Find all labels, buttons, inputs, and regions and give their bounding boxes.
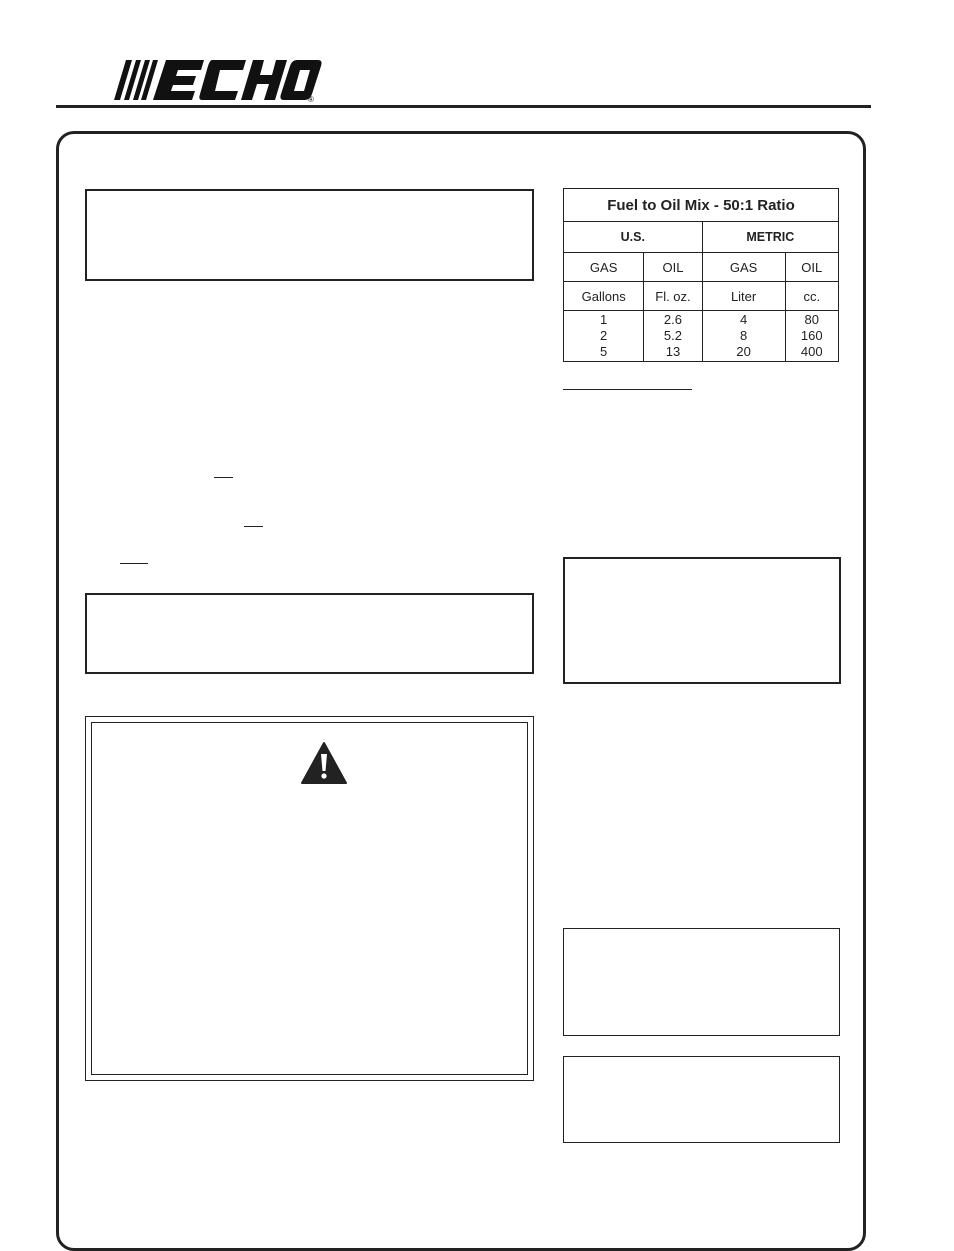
note-box-top bbox=[85, 189, 534, 281]
fuel-mix-table bbox=[563, 188, 839, 362]
table-cell: 5 bbox=[600, 344, 608, 360]
table-cell: 20 bbox=[736, 344, 751, 360]
note-box-right-2 bbox=[563, 928, 840, 1036]
unit-gallons: Gallons bbox=[564, 282, 644, 311]
table-cell: 160 bbox=[800, 328, 823, 344]
table-cell: 400 bbox=[800, 344, 823, 360]
values-metric-gas bbox=[702, 311, 785, 362]
values-us-oil bbox=[644, 311, 702, 362]
table-cell: 2 bbox=[600, 328, 608, 344]
table-cell: 13 bbox=[665, 344, 681, 360]
unit-cc: cc. bbox=[785, 282, 838, 311]
note-box-right-3 bbox=[563, 1056, 840, 1143]
table-cell: 2.6 bbox=[663, 312, 682, 328]
underline-3 bbox=[120, 563, 148, 564]
table-title: Fuel to Oil Mix - 50:1 Ratio bbox=[564, 189, 839, 222]
group-us: U.S. bbox=[564, 222, 703, 253]
underline-right bbox=[563, 389, 692, 390]
table-cell: 1 bbox=[600, 312, 608, 328]
unit-fl-oz: Fl. oz. bbox=[644, 282, 702, 311]
warning-box bbox=[85, 716, 534, 1081]
values-us-gas bbox=[564, 311, 644, 362]
table-cell: 4 bbox=[739, 312, 748, 328]
table-cell: 80 bbox=[804, 312, 820, 328]
warning-box-inner bbox=[91, 722, 528, 1075]
col-header-metric-oil: OIL bbox=[785, 253, 838, 282]
warning-triangle-icon bbox=[300, 741, 348, 785]
echo-logo-icon bbox=[112, 58, 322, 102]
header-rule bbox=[56, 105, 871, 108]
unit-liter: Liter bbox=[702, 282, 785, 311]
col-header-us-gas: GAS bbox=[564, 253, 644, 282]
note-box-middle bbox=[85, 593, 534, 674]
table-cell: 5.2 bbox=[663, 328, 682, 344]
registered-mark: ® bbox=[308, 95, 314, 102]
note-box-right-1 bbox=[563, 557, 841, 684]
underline-2 bbox=[244, 526, 263, 527]
group-metric: METRIC bbox=[702, 222, 838, 253]
values-metric-oil bbox=[785, 311, 838, 362]
underline-1 bbox=[214, 477, 233, 478]
table-cell: 8 bbox=[739, 328, 748, 344]
col-header-us-oil: OIL bbox=[644, 253, 702, 282]
col-header-metric-gas: GAS bbox=[702, 253, 785, 282]
